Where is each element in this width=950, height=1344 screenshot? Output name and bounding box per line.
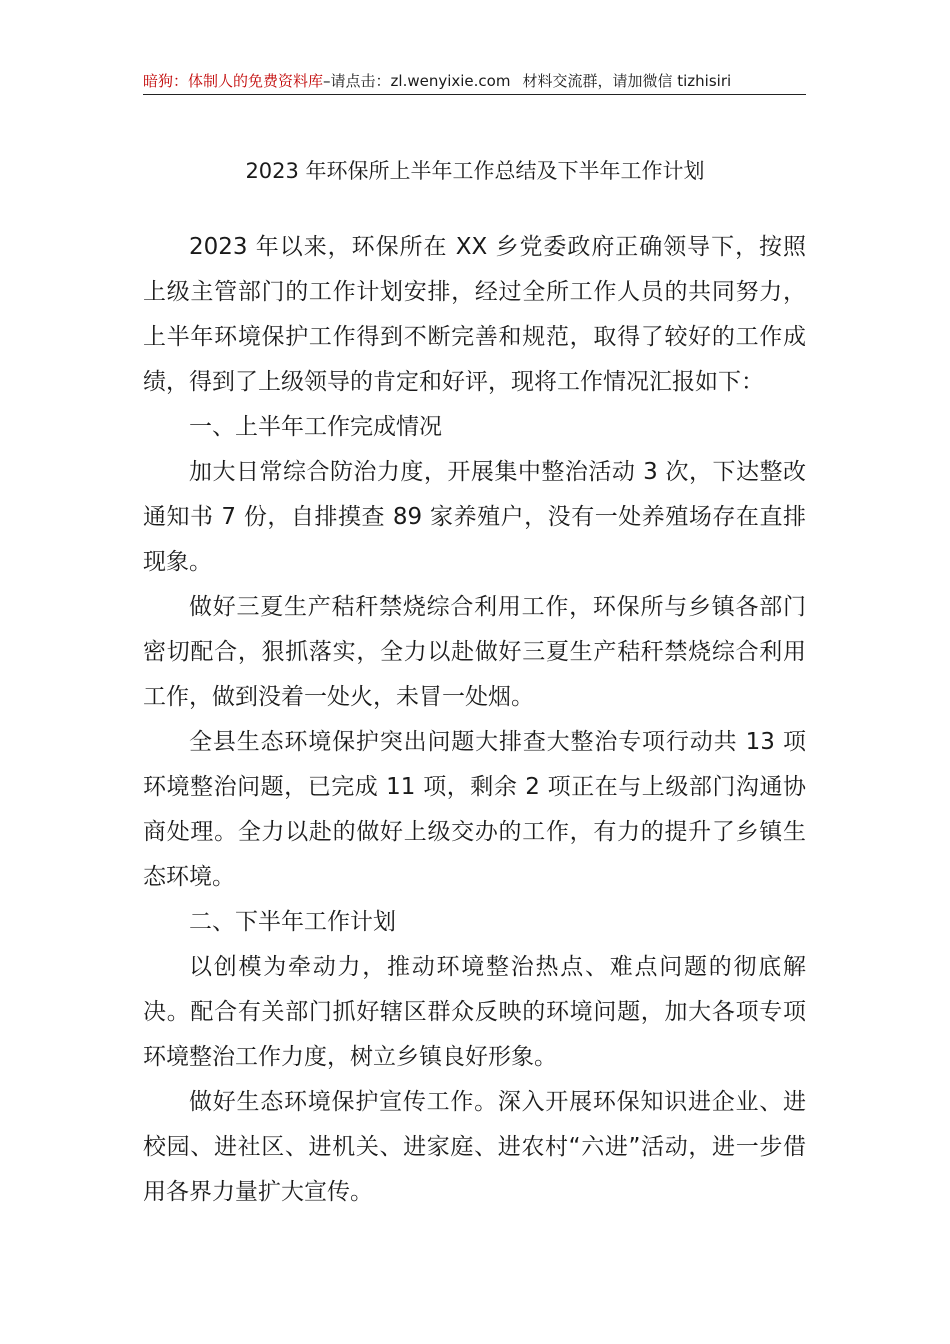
section-heading-first-half: 一、上半年工作完成情况	[189, 414, 442, 440]
page-header	[143, 68, 806, 95]
body-paragraph: 以创模为牵动力，推动环境整治热点、难点问题的彻底解决。配合有关部门抓好辖区群众反映的环境问题，加大各项专项环境整治工作力度，树立乡镇良好形象。	[143, 954, 806, 1070]
body-paragraph: 全县生态环境保护突出问题大排查大整治专项行动共 13 项环境整治问题，已完成 11 项，剩余 2 项正在与上级部门沟通协商处理。全力以赴的做好上级交办的工作，有力的提升了乡镇生态环境。	[143, 729, 806, 890]
header-wechat-note: 材料交流群，请加微信 tizhisiri	[522, 72, 732, 90]
header-brand: 暗狗：体制人的免费资料库	[143, 72, 324, 90]
header-click-prefix: –请点击：	[323, 72, 391, 90]
body-paragraph: 做好三夏生产秸秆禁烧综合利用工作，环保所与乡镇各部门密切配合，狠抓落实，全力以赴做好三夏生产秸秆禁烧综合利用工作，做到没着一处火，未冒一处烟。	[143, 594, 806, 710]
section-heading-second-half: 二、下半年工作计划	[189, 909, 396, 935]
intro-paragraph: 2023 年以来，环保所在 XX 乡党委政府正确领导下，按照上级主管部门的工作计划安排，经过全所工作人员的共同努力，上半年环境保护工作得到不断完善和规范，取得了较好的工作成绩，得到了上级领导的肯定和好评，现将工作情况汇报如下：	[143, 234, 806, 395]
document-body	[143, 225, 806, 1215]
body-paragraph: 加大日常综合防治力度，开展集中整治活动 3 次，下达整改通知书 7 份，自排摸查 89 家养殖户，没有一处养殖场存在直排现象。	[143, 459, 806, 575]
document-title: 2023 年环保所上半年工作总结及下半年工作计划	[245, 159, 705, 183]
header-url-link[interactable]: zl.wenyixie.com	[390, 72, 511, 90]
body-paragraph: 做好生态环境保护宣传工作。深入开展环保知识进企业、进校园、进社区、进机关、进家庭、进农村“六进”活动，进一步借用各界力量扩大宣传。	[143, 1089, 806, 1205]
